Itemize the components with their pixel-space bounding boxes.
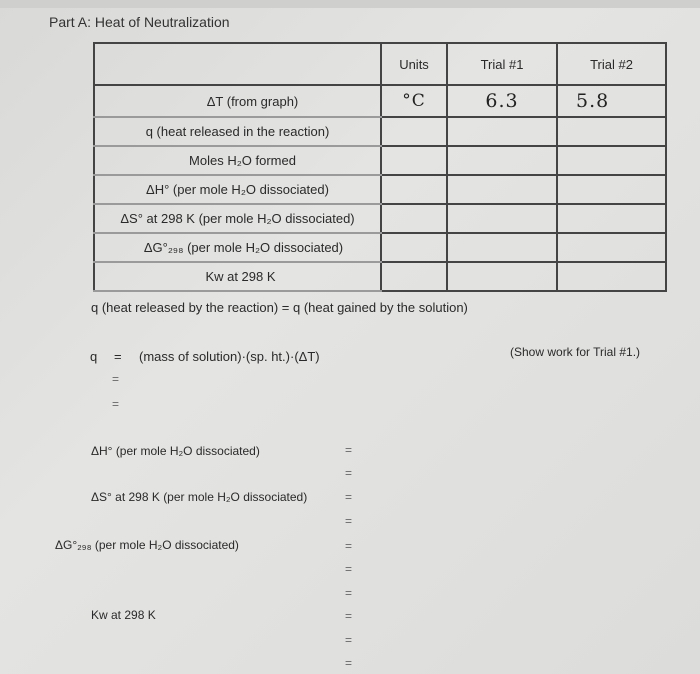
table-row [94,117,666,146]
row-label: ΔH° (per mole H₂O dissociated) [94,175,381,204]
row-unit [381,146,447,175]
row-label: Kᴡ at 298 K [94,262,381,291]
row-label: ΔG°₂₉₈ (per mole H₂O dissociated) [94,233,381,262]
dg-label: ΔG°₂₉₈ (per mole H₂O dissociated) [55,538,239,552]
section-title: Part A: Heat of Neutralization [49,14,230,30]
q-formula: (mass of solution)·(sp. ht.)·(ΔT) [139,349,320,364]
row-trial-1 [447,262,557,291]
equals-sign: = [345,490,353,504]
q-equals-3: = [112,397,120,411]
row-unit [381,262,447,291]
results-table [93,42,667,292]
header-trial-1: Trial #1 [447,43,557,85]
show-work-note: (Show work for Trial #1.) [510,345,641,359]
row-trial-2 [557,262,666,291]
row-trial-1 [447,204,557,233]
table-row [94,146,666,175]
row-trial-1: 6.3 [447,85,557,117]
table-row [94,233,666,262]
equals-sign: = [345,633,353,647]
row-label: ΔS° at 298 K (per mole H₂O dissociated) [94,204,381,233]
row-label: q (heat released in the reaction) [94,117,381,146]
table-row [94,262,666,291]
kw-label: Kᴡ at 298 K [91,608,156,622]
row-label: ΔT (from graph) [94,85,381,117]
row-trial-1 [447,117,557,146]
equals-sign: = [345,562,353,576]
row-trial-2: 5.8 [557,85,666,117]
equals-sign: = [345,656,353,670]
top-page-edge [0,0,700,8]
row-trial-1 [447,146,557,175]
dh-label: ΔH° (per mole H₂O dissociated) [91,444,260,458]
table-row [94,204,666,233]
row-trial-2 [557,233,666,262]
row-trial-2 [557,146,666,175]
q-equals-2: = [112,372,120,386]
row-label: Moles H₂O formed [94,146,381,175]
row-trial-2 [557,117,666,146]
row-trial-2 [557,204,666,233]
equals-sign: = [345,514,353,528]
equals-sign: = [345,609,353,623]
q-symbol: q [90,349,98,364]
equals-sign: = [345,539,353,553]
row-unit [381,175,447,204]
row-trial-1 [447,233,557,262]
header-units: Units [381,43,447,85]
table-header-row [94,43,666,85]
table-row [94,85,666,117]
row-unit [381,204,447,233]
row-trial-1 [447,175,557,204]
equals-sign: = [345,443,353,457]
row-unit [381,233,447,262]
ds-label: ΔS° at 298 K (per mole H₂O dissociated) [91,490,308,504]
row-unit [381,117,447,146]
row-unit: °C [381,85,447,117]
row-trial-2 [557,175,666,204]
header-trial-2: Trial #2 [557,43,666,85]
equals-sign: = [345,466,353,480]
header-blank [94,43,381,85]
table-row [94,175,666,204]
q-relation: q (heat released by the reaction) = q (heat gained by the solution) [91,300,468,315]
equals-sign: = [345,586,353,600]
q-equals: = [114,349,122,364]
